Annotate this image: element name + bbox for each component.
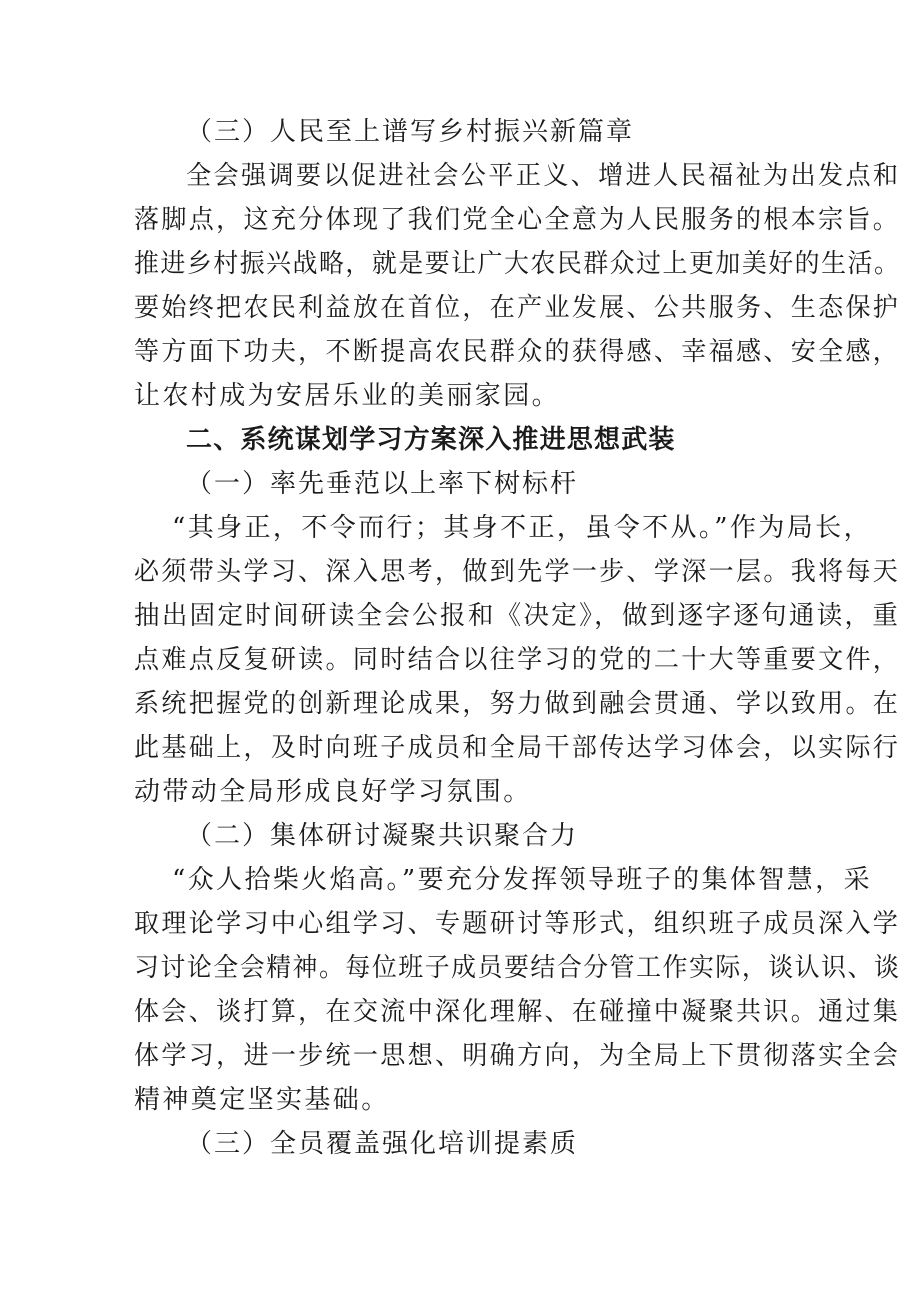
paragraph-line: 要始终把农民利益放在首位，在产业发展、公共服务、生态保护: [134, 293, 901, 323]
paragraph-line: 推进乡村振兴战略，就是要让广大农民群众过上更加美好的生活。: [134, 249, 901, 279]
paragraph-line: 等方面下功夫，不断提高农民群众的获得感、幸福感、安全感，: [134, 337, 901, 367]
paragraph-line: 让农村成为安居乐业的美丽家园。: [134, 381, 561, 411]
paragraph-line: 抽出固定时间研读全会公报和《决定》，做到逐字逐句通读，重: [134, 601, 901, 631]
paragraph-line: 系统把握党的创新理论成果，努力做到融会贯通、学以致用。在: [134, 689, 901, 719]
paragraph-line: 取理论学习中心组学习、专题研讨等形式，组织班子成员深入学: [134, 909, 901, 939]
paragraph-line: 体会、谈打算，在交流中深化理解、在碰撞中凝聚共识。通过集: [134, 997, 901, 1027]
paragraph-line: 此基础上，及时向班子成员和全局干部传达学习体会，以实际行: [134, 733, 901, 763]
part-2-sub-2-heading: （二）集体研讨凝聚共识聚合力: [186, 821, 579, 851]
section-3-heading: （三）人民至上谱写乡村振兴新篇章: [186, 117, 635, 147]
paragraph-line: 动带动全局形成良好学习氛围。: [134, 777, 532, 807]
paragraph-line: 落脚点，这充分体现了我们党全心全意为人民服务的根本宗旨。: [134, 205, 901, 235]
paragraph-line: “其身正，不令而行；其身不正，虽令不从。”作为局长，: [172, 513, 872, 543]
paragraph-line: 全会强调要以促进社会公平正义、增进人民福祉为出发点和: [186, 161, 901, 191]
paragraph-line: 精神奠定坚实基础。: [134, 1085, 390, 1115]
paragraph-line: 点难点反复研读。同时结合以往学习的党的二十大等重要文件，: [134, 645, 901, 675]
part-2-sub-3-heading: （三）全员覆盖强化培训提素质: [186, 1129, 579, 1159]
paragraph-line: 习讨论全会精神。每位班子成员要结合分管工作实际，谈认识、谈: [134, 953, 901, 983]
part-2-sub-1-heading: （一）率先垂范以上率下树标杆: [186, 469, 579, 499]
paragraph-line: 必须带头学习、深入思考，做到先学一步、学深一层。我将每天: [134, 557, 901, 587]
part-2-heading: 二、系统谋划学习方案深入推进思想武装: [186, 425, 676, 455]
paragraph-line: “众人拾柴火焰高。”要充分发挥领导班子的集体智慧，采: [172, 865, 872, 895]
paragraph-line: 体学习，进一步统一思想、明确方向，为全局上下贯彻落实全会: [134, 1041, 901, 1071]
